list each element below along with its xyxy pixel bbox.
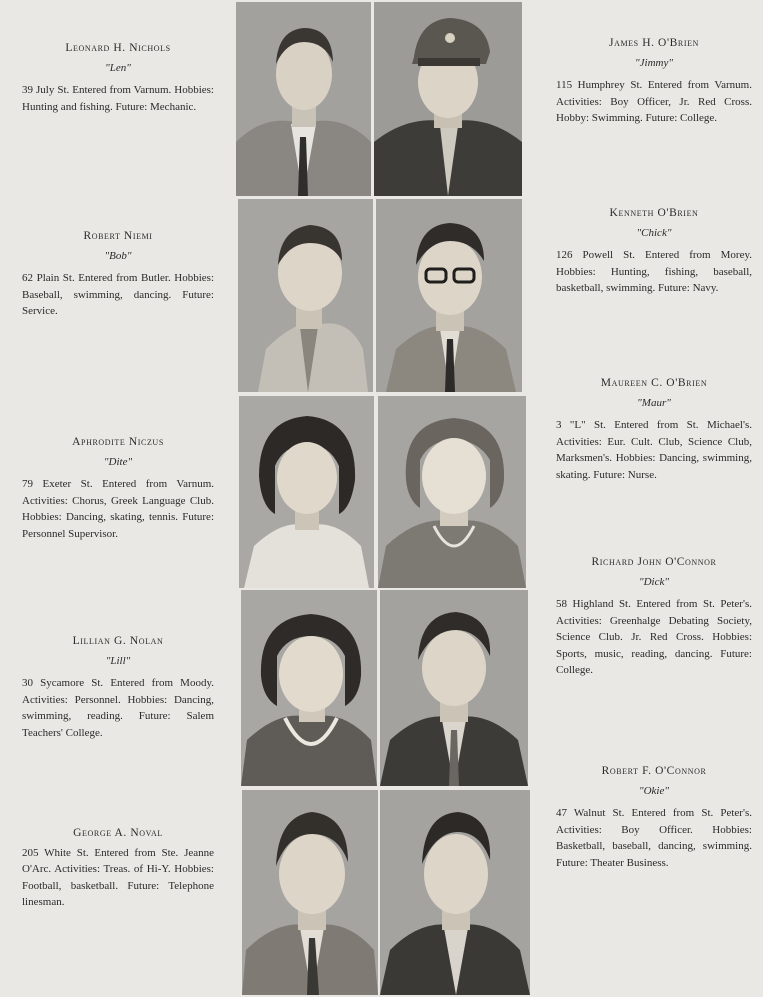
student-description: 62 Plain St. Entered from Butler. Hobbies: Baseball, swimming, dancing. Future: Service.: [22, 272, 214, 317]
student-entry-maureen-obrien: [556, 375, 752, 483]
student-description: 58 Highland St. Entered from St. Peter's. Activities: Greenhalge Debating Society, Science Club. Jr. Red Cross. Hobbies: Sports, music, reading, dancing. Future: College.: [556, 598, 752, 676]
student-entry-niemi: [22, 228, 214, 320]
photo-noval: [242, 790, 378, 995]
student-name: Robert Niemi: [83, 230, 153, 242]
photo-maureen-obrien: [378, 396, 526, 588]
photo-richard-oconnor: [380, 590, 528, 786]
photo-kenneth-obrien: [376, 199, 522, 392]
student-description: 126 Powell St. Entered from Morey. Hobbies: Hunting, fishing, baseball, basketball, swimming. Future: Navy.: [556, 249, 752, 294]
student-name: Aphrodite Niczus: [72, 436, 164, 448]
student-name: Richard John O'Connor: [591, 556, 717, 568]
student-entry-nichols: [22, 40, 214, 115]
photo-niemi: [238, 199, 373, 392]
student-name: George A. Noval: [73, 827, 163, 839]
student-nickname: "Jimmy": [635, 56, 673, 69]
student-entry-richard-oconnor: [556, 554, 752, 679]
student-name: James H. O'Brien: [609, 37, 699, 49]
student-name: Lillian G. Nolan: [72, 635, 164, 647]
photo-niczus: [239, 396, 374, 588]
student-nickname: "Chick": [636, 226, 672, 239]
student-entry-james-obrien: [556, 35, 752, 127]
student-description: 115 Humphrey St. Entered from Varnum. Activities: Boy Officer, Jr. Red Cross. Hobby: Swimming. Future: College.: [556, 79, 752, 124]
student-description: 47 Walnut St. Entered from St. Peter's. Activities: Boy Officer. Hobbies: Basketball, baseball, dancing, swimming. Future: Theater Business.: [556, 807, 752, 869]
student-name: Robert F. O'Connor: [601, 765, 707, 777]
student-nickname: "Maur": [637, 396, 671, 409]
student-entry-noval: [22, 825, 214, 911]
student-entry-robert-oconnor: [556, 763, 752, 871]
student-name: Kenneth O'Brien: [609, 207, 699, 219]
student-nickname: "Lill": [105, 654, 131, 667]
student-entry-nolan: [22, 633, 214, 741]
student-description: 30 Sycamore St. Entered from Moody. Activities: Personnel. Hobbies: Dancing, swimming, reading. Future: Salem Teachers' College.: [22, 677, 214, 739]
student-description: 205 White St. Entered from Ste. Jeanne O'Arc. Activities: Treas. of Hi-Y. Hobbies: Football, basketball. Future: Telephone linesman.: [22, 846, 214, 908]
student-nickname: "Dick": [638, 575, 669, 588]
student-nickname: "Bob": [104, 249, 132, 262]
student-description: 79 Exeter St. Entered from Varnum. Activities: Chorus, Greek Language Club. Hobbies: Dancing, skating, tennis. Future: Personnel Supervisor.: [22, 478, 214, 540]
student-nickname: "Dite": [103, 455, 133, 468]
student-description: 39 July St. Entered from Varnum. Hobbies: Hunting and fishing. Future: Mechanic.: [22, 84, 214, 113]
photo-nichols: [236, 2, 371, 196]
student-name: Leonard H. Nichols: [65, 42, 171, 54]
student-entry-kenneth-obrien: [556, 205, 752, 297]
photo-james-obrien: [374, 2, 522, 196]
photo-robert-oconnor: [380, 790, 530, 995]
student-entry-niczus: [22, 434, 214, 542]
student-nickname: "Okie": [638, 784, 669, 797]
student-nickname: "Len": [105, 61, 131, 74]
photo-nolan: [241, 590, 377, 786]
student-name: Maureen C. O'Brien: [600, 377, 708, 389]
student-description: 3 "L" St. Entered from St. Michael's. Activities: Eur. Cult. Club, Science Club, Marksmen's. Hobbies: Dancing, swimming, skating. Future: Nurse.: [556, 419, 752, 481]
